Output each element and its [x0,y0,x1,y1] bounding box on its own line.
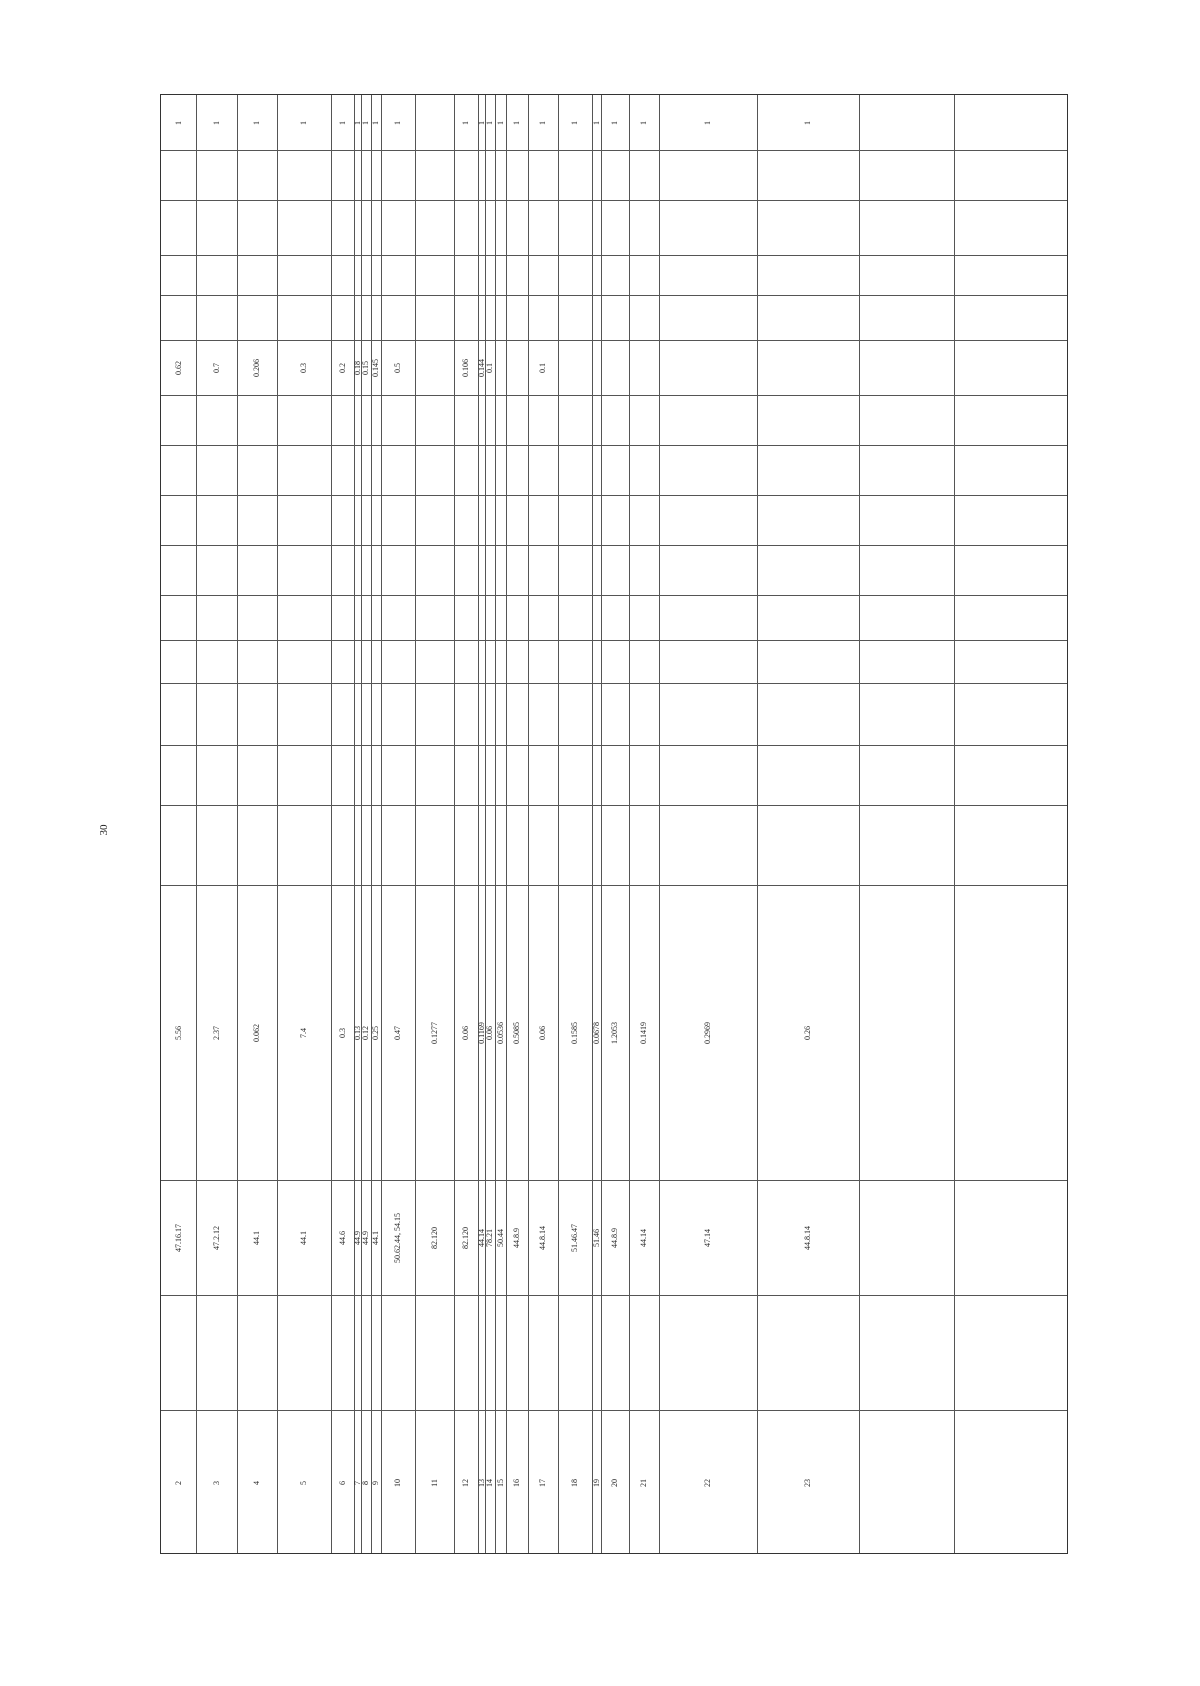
last-column-value-text: 1 [485,120,494,125]
row-number-cell-text: 22 [703,1478,712,1487]
row-divider [237,95,238,1553]
code-cell-text: 44.9 [361,1230,370,1245]
code-cell [495,1180,506,1295]
column-divider [161,295,1067,296]
value-cell-text: 0.62 [173,360,183,375]
area-cell-text: 0.06 [461,1025,470,1040]
area-cell-text: 7.4 [299,1027,308,1038]
code-cell-text: 44.9 [352,1230,362,1245]
area-cell [361,885,371,1180]
last-column-value [331,95,354,150]
code-cell [506,1180,528,1295]
value-cell-text: 0.15 [361,360,370,375]
last-column-value-text: 1 [495,120,505,125]
value-cell [495,340,506,395]
last-column-value [415,95,454,150]
last-column-value-text: 1 [610,120,619,125]
row-number-cell [478,1410,485,1555]
row-divider [528,95,529,1553]
column-divider [161,200,1067,201]
last-column-value-text: 1 [173,120,183,125]
last-column-value-text: 1 [299,120,308,125]
area-cell [592,885,601,1180]
last-column-value-text: 1 [538,120,547,125]
column-divider [161,255,1067,256]
row-number-cell [629,1410,659,1555]
code-cell-text: 44.1 [252,1230,261,1245]
code-cell-text: 50.62.44, 54.15 [393,1212,402,1263]
row-number-cell-text: 21 [639,1478,648,1487]
code-cell [331,1180,354,1295]
row-divider [859,95,860,1553]
data-table [160,94,1068,1554]
column-divider [161,1295,1067,1296]
code-cell [454,1180,478,1295]
area-cell [601,885,629,1180]
area-cell [354,885,361,1180]
code-cell [381,1180,415,1295]
row-number-cell-text: 19 [591,1478,601,1487]
row-number-cell-text: 5 [299,1480,308,1485]
last-column-value-text: 1 [252,120,261,125]
row-divider [629,95,630,1553]
area-cell [237,885,277,1180]
value-cell [371,340,381,395]
value-cell-text: 0.1 [485,362,494,373]
value-cell [558,340,592,395]
value-cell [331,340,354,395]
column-divider [161,545,1067,546]
area-cell [629,885,659,1180]
column-divider [161,745,1067,746]
last-column-value [506,95,528,150]
last-column-value-text: 1 [393,120,402,125]
row-divider [454,95,455,1553]
row-number-cell [558,1410,592,1555]
code-cell-text: 82.120 [429,1226,439,1249]
area-cell-text: 0.1169 [476,1021,486,1044]
row-divider [757,95,758,1553]
column-divider [161,683,1067,684]
code-cell-text: 51.46 [591,1228,601,1247]
area-cell-text: 0.13 [352,1025,362,1040]
code-cell-text: 44.8.14 [803,1225,812,1250]
area-cell-text: 0.3 [337,1027,347,1038]
code-cell [361,1180,371,1295]
code-cell [478,1180,485,1295]
row-number-cell-text: 7 [352,1480,362,1485]
code-cell [528,1180,558,1295]
area-cell [371,885,381,1180]
last-column-value [757,95,859,150]
code-cell-text: 78.21 [485,1228,494,1247]
value-cell [381,340,415,395]
page-number: 30 [98,824,110,836]
area-cell-text: 0.06 [538,1025,547,1040]
last-column-value-text: 1 [512,120,521,125]
value-cell [454,340,478,395]
area-cell-text: 0.0536 [495,1021,505,1044]
row-divider [354,95,355,1553]
row-number-cell-text: 18 [570,1478,579,1487]
area-cell-text: 0.1419 [639,1021,648,1044]
value-cell [659,340,757,395]
row-number-cell [528,1410,558,1555]
row-number-cell [354,1410,361,1555]
code-cell [277,1180,331,1295]
code-cell-text: 47.16.17 [173,1223,183,1252]
code-cell [237,1180,277,1295]
area-cell-text: 2.37 [211,1025,221,1040]
last-column-value [161,95,196,150]
area-cell-text: 1.2053 [610,1021,619,1044]
value-cell [478,340,485,395]
row-number-cell-text: 9 [371,1480,380,1485]
row-number-cell [331,1410,354,1555]
code-cell [354,1180,361,1295]
row-number-cell [381,1410,415,1555]
last-column-value-text: 1 [352,120,362,125]
value-cell [485,340,495,395]
value-cell-text: 0.144 [476,358,486,377]
value-cell [601,340,629,395]
row-number-cell [601,1410,629,1555]
code-cell [629,1180,659,1295]
row-divider [485,95,486,1553]
value-cell-text: 0.145 [371,358,380,377]
last-column-value-text: 1 [591,120,601,125]
area-cell-text: 5.56 [173,1025,183,1040]
row-number-cell [592,1410,601,1555]
row-number-cell-text: 15 [495,1478,505,1487]
row-divider [361,95,362,1553]
row-divider [495,95,496,1553]
last-column-value [371,95,381,150]
row-number-cell-text: 17 [538,1478,547,1487]
row-number-cell-text: 14 [485,1478,494,1487]
area-cell [528,885,558,1180]
code-cell [601,1180,629,1295]
code-cell [757,1180,859,1295]
area-cell [495,885,506,1180]
row-number-cell-text: 10 [393,1478,402,1487]
value-cell-text: 0.3 [299,362,308,373]
row-number-cell-text: 4 [252,1480,261,1485]
row-number-cell-text: 13 [476,1478,486,1487]
code-cell-text: 44.1 [299,1230,308,1245]
area-cell-text: 0.06 [485,1025,494,1040]
column-divider [161,805,1067,806]
code-cell-text: 51.46.47 [570,1223,579,1252]
value-cell [354,340,361,395]
last-column-value [196,95,237,150]
column-divider [161,595,1067,596]
code-cell [161,1180,196,1295]
code-cell [592,1180,601,1295]
row-divider [478,95,479,1553]
last-column-value [629,95,659,150]
area-cell [757,885,859,1180]
last-column-value [361,95,371,150]
row-number-cell-text: 11 [429,1478,439,1487]
last-column-value-text: 1 [371,120,380,125]
area-cell [659,885,757,1180]
area-cell [485,885,495,1180]
code-cell-text: 44.1 [371,1230,380,1245]
code-cell-text: 44.14 [476,1228,486,1247]
area-cell-text: 0.47 [393,1025,402,1040]
code-cell-text: 50.44 [495,1228,505,1247]
code-cell-text: 47.2.12 [211,1225,221,1250]
last-column-value-text: 1 [570,120,579,125]
row-divider [196,95,197,1553]
value-cell-text: 0.18 [352,360,362,375]
last-column-value [592,95,601,150]
column-divider [161,445,1067,446]
row-divider [506,95,507,1553]
row-number-cell [415,1410,454,1555]
value-cell [528,340,558,395]
code-cell [485,1180,495,1295]
code-cell [415,1180,454,1295]
column-divider [161,495,1067,496]
row-number-cell-text: 23 [803,1478,812,1487]
last-column-value [237,95,277,150]
last-column-value [277,95,331,150]
value-cell [629,340,659,395]
area-cell [415,885,454,1180]
row-number-cell [757,1410,859,1555]
last-column-value-text: 1 [461,120,470,125]
row-number-cell [659,1410,757,1555]
area-cell [196,885,237,1180]
value-cell [361,340,371,395]
code-cell-text: 47.14 [703,1228,712,1247]
code-cell [558,1180,592,1295]
area-cell [558,885,592,1180]
area-cell-text: 0.25 [371,1025,380,1040]
row-number-cell [237,1410,277,1555]
row-number-cell-text: 8 [361,1480,370,1485]
last-column-value [601,95,629,150]
value-cell-text: 0.1 [538,362,547,373]
code-cell-text: 82.120 [461,1226,470,1249]
last-column-value-text: 1 [639,120,648,125]
area-cell-text: 0.1585 [570,1021,579,1044]
column-divider [161,395,1067,396]
column-divider [161,640,1067,641]
row-divider [601,95,602,1553]
last-column-value [558,95,592,150]
last-column-value [659,95,757,150]
value-cell [415,340,454,395]
code-cell-text: 44.8.9 [610,1227,619,1248]
last-column-value-text: 1 [703,120,712,125]
row-number-cell [495,1410,506,1555]
row-number-cell [485,1410,495,1555]
code-cell [659,1180,757,1295]
column-divider [161,150,1067,151]
code-cell-text: 44.8.9 [512,1227,521,1248]
code-cell-text: 44.14 [639,1228,648,1247]
last-column-value [454,95,478,150]
value-cell [757,340,859,395]
last-column-value-text: 1 [361,120,370,125]
area-cell-text: 0.2969 [703,1021,712,1044]
value-cell [592,340,601,395]
value-cell [161,340,196,395]
area-cell [381,885,415,1180]
code-cell-text: 44.6 [337,1230,347,1245]
value-cell-text: 0.206 [252,358,261,377]
last-column-value-text: 1 [337,120,347,125]
value-cell-text: 0.7 [211,362,221,373]
code-cell [371,1180,381,1295]
row-divider [415,95,416,1553]
row-number-cell [454,1410,478,1555]
last-column-value [354,95,361,150]
row-number-cell-text: 6 [337,1480,347,1485]
row-number-cell [196,1410,237,1555]
last-column-value [528,95,558,150]
row-divider [277,95,278,1553]
row-divider [558,95,559,1553]
value-cell-text: 0.106 [461,358,470,377]
value-cell [196,340,237,395]
last-column-value [478,95,485,150]
value-cell [506,340,528,395]
area-cell [478,885,485,1180]
row-number-cell-text: 16 [512,1478,521,1487]
area-cell-text: 0.26 [803,1025,812,1040]
row-divider [331,95,332,1553]
area-cell [331,885,354,1180]
area-cell-text: 0.062 [252,1023,261,1042]
value-cell [237,340,277,395]
row-number-cell [506,1410,528,1555]
value-cell [277,340,331,395]
code-cell-text: 44.8.14 [538,1225,547,1250]
last-column-value-text: 1 [211,120,221,125]
row-number-cell-text: 20 [610,1478,619,1487]
area-cell [161,885,196,1180]
row-number-cell [371,1410,381,1555]
last-column-value-text: 1 [476,120,486,125]
area-cell-text: 0.12 [361,1025,370,1040]
row-number-cell [161,1410,196,1555]
code-cell [196,1180,237,1295]
last-column-value [495,95,506,150]
area-cell [454,885,478,1180]
row-number-cell-text: 3 [211,1480,221,1485]
value-cell-text: 0.5 [393,362,402,373]
row-divider [659,95,660,1553]
last-column-value [381,95,415,150]
value-cell-text: 0.2 [337,362,347,373]
area-cell [277,885,331,1180]
area-cell-text: 0.5085 [512,1021,521,1044]
row-divider [381,95,382,1553]
row-number-cell-text: 2 [173,1480,183,1485]
last-column-value [485,95,495,150]
last-column-value-text: 1 [803,120,812,125]
row-divider [371,95,372,1553]
area-cell [506,885,528,1180]
row-number-cell [277,1410,331,1555]
row-divider [592,95,593,1553]
area-cell-text: 0.1277 [429,1021,439,1044]
row-divider [954,95,955,1553]
area-cell-text: 0.0678 [591,1021,601,1044]
row-number-cell-text: 12 [461,1478,470,1487]
row-number-cell [361,1410,371,1555]
